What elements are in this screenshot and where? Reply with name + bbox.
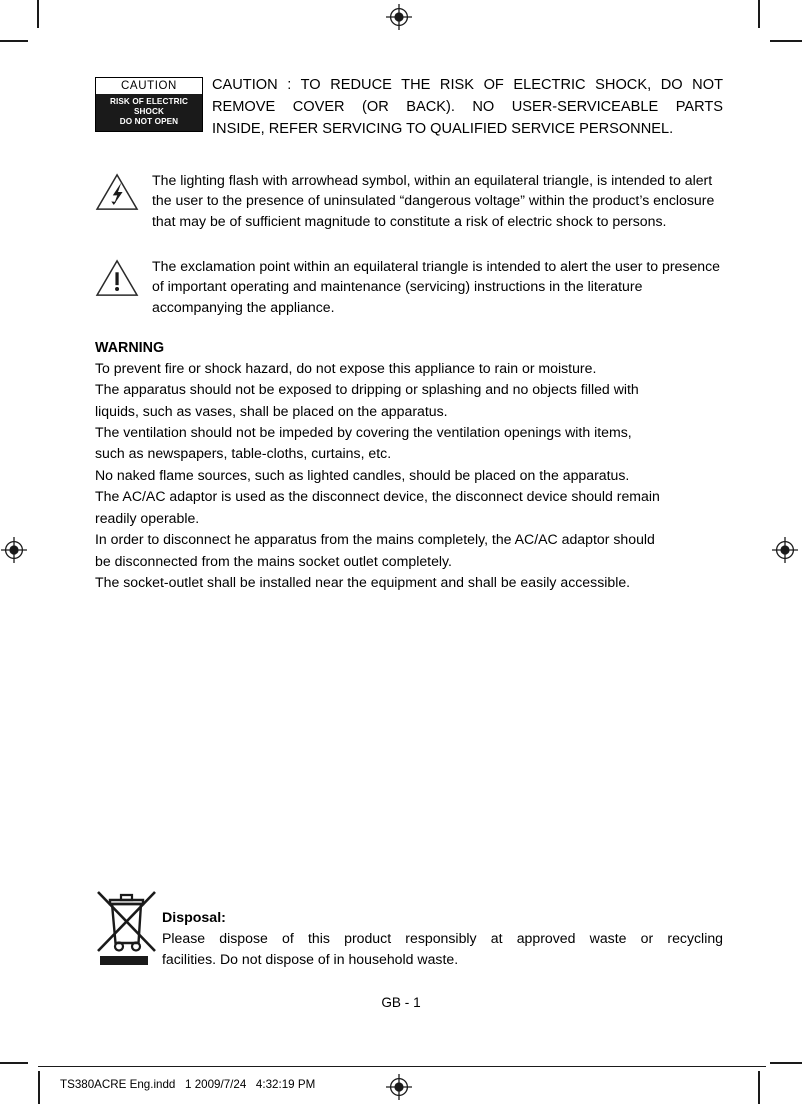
exclamation-triangle-icon	[95, 256, 143, 303]
page-number: GB - 1	[381, 995, 421, 1010]
warning-line: To prevent fire or shock hazard, do not expose this appliance to rain or moisture.	[95, 359, 597, 376]
warning-line: The ventilation should not be impeded by covering the ventilation openings with items,	[95, 424, 632, 440]
disposal-block	[95, 888, 723, 975]
warning-line: such as newspapers, table-cloths, curtains, etc.	[95, 445, 392, 462]
caution-statement-line-2: REMOVE COVER (OR BACK). NO USER-SERVICEABLE PARTS	[212, 99, 723, 116]
caution-box-title: CAUTION	[96, 78, 202, 94]
footer-right-edge-mark	[758, 1071, 760, 1104]
disposal-text	[162, 928, 723, 970]
page-content	[95, 74, 723, 593]
caution-box-line1: RISK OF ELECTRIC SHOCK	[109, 97, 189, 116]
warning-line: readily operable.	[95, 509, 200, 526]
exclamation-notice-block	[95, 256, 723, 318]
registration-mark-top	[386, 4, 412, 30]
lightning-notice-block	[95, 170, 723, 232]
warning-line: The socket-outlet shall be installed near the equipment and shall be easily accessible.	[95, 573, 631, 590]
warning-line: In order to disconnect he apparatus from the mains completely, the AC/AC adaptor should	[95, 531, 655, 548]
lightning-bolt-triangle-icon	[95, 170, 143, 217]
crop-mark-top-left-horizontal	[0, 40, 28, 42]
warning-line: The apparatus should not be exposed to dripping or splashing and no objects filled with	[95, 381, 639, 398]
crop-mark-bottom-right-horizontal	[770, 1062, 802, 1064]
crop-mark-bottom-left-horizontal	[0, 1062, 28, 1064]
exclamation-notice-body	[152, 256, 723, 318]
disposal-title: Disposal:	[162, 910, 226, 926]
exclamation-notice-text: The exclamation point within an equilateral triangle is intended to alert the user to presence of important operating and maintenance (servicing) instructions in the literature accompanying the appliance.	[152, 257, 721, 316]
warning-line: liquids, such as vases, shall be placed on the apparatus.	[95, 402, 448, 419]
caution-box-line2: DO NOT OPEN	[119, 117, 179, 126]
crop-mark-top-right-vertical	[758, 0, 760, 28]
crossed-out-wheelie-bin-icon	[95, 888, 158, 975]
warning-line: No naked flame sources, such as lighted candles, should be placed on the apparatus.	[95, 466, 630, 483]
registration-mark-left	[1, 537, 27, 563]
crop-mark-top-left-vertical	[37, 0, 39, 28]
caution-warning-box	[95, 77, 203, 132]
footer-left-edge-mark	[38, 1071, 40, 1104]
disposal-body	[162, 888, 723, 970]
registration-mark-right	[772, 537, 798, 563]
warning-line: The AC/AC adaptor is used as the disconnect device, the disconnect device should remain	[95, 488, 660, 505]
disposal-text-line-2: facilities. Do not dispose of in household waste.	[162, 951, 459, 968]
caution-statement-line-3: INSIDE, REFER SERVICING TO QUALIFIED SERVICE PERSONNEL.	[212, 121, 674, 138]
disposal-text-line-1: Please dispose of this product responsibly at approved waste or recycling	[162, 930, 723, 946]
crop-mark-top-right-horizontal	[770, 40, 802, 42]
print-footer-text: TS380ACRE Eng.indd 1 2009/7/24 4:32:19 PM	[60, 1078, 316, 1091]
caution-statement	[212, 74, 723, 141]
caution-box-band	[96, 94, 202, 131]
lightning-notice-text: The lighting flash with arrowhead symbol, within an equilateral triangle, is intended to alert the user to the presence of uninsulated “dangerous voltage” within the product’s enclosure that may be of sufficient magnitude to constitute a risk of electric shock to persons.	[152, 171, 715, 229]
warning-heading: WARNING	[95, 339, 165, 356]
caution-block	[95, 74, 723, 141]
warning-body	[95, 358, 723, 594]
lightning-notice-body	[152, 170, 723, 232]
caution-statement-line-1: CAUTION : TO REDUCE THE RISK OF ELECTRIC SHOCK, DO NOT	[212, 77, 723, 93]
warning-line: be disconnected from the mains socket outlet completely.	[95, 552, 452, 569]
